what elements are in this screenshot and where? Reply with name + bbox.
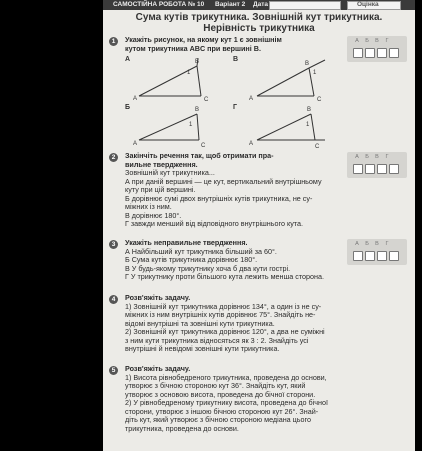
option-line: Г завжди менший від відповідного внутрішнього кута.: [125, 219, 303, 228]
answer-checkbox[interactable]: [353, 164, 363, 174]
question-number: 1: [109, 37, 118, 46]
q2-answer-letters: [353, 154, 391, 160]
answer-checkbox[interactable]: [389, 48, 399, 58]
option-line: В дорівнює 180°.: [125, 210, 182, 220]
triangle-figure-g: [239, 104, 329, 149]
answer-checkbox[interactable]: [377, 251, 387, 261]
grade-label: Оцінка: [357, 1, 379, 8]
vertex-b: B: [195, 107, 200, 113]
answer-letter: А: [355, 38, 359, 44]
answer-checkbox[interactable]: [365, 164, 375, 174]
q2-text: [125, 152, 347, 229]
triangle-figure-v: [239, 58, 329, 103]
question-number: 3: [109, 240, 118, 249]
task-line: сторони, утворює з іншою бічною стороною кут 26°. Знай-: [125, 406, 319, 416]
vertex-b: B: [305, 61, 310, 67]
task-line: 2) У рівнобедреному трикутнику висота, проведена до бічної: [125, 398, 328, 407]
task-line: утворює з бічною стороною кут 36°. Знайдіть кут, який: [125, 381, 306, 390]
answer-checkbox[interactable]: [365, 48, 375, 58]
task-line: міжних із ним внутрішніх кутів дорівнює 75°. Знайдіть не-: [125, 310, 316, 319]
q3-answer-letters: [353, 241, 391, 247]
answer-letter: Б: [365, 241, 369, 247]
angle-1-label: 1: [313, 70, 317, 76]
option-line: Б дорівнює сумі двох внутрішніх кутів трикутника, не су-: [125, 193, 313, 203]
task-line: утворює з основою висота, проведена до бічної сторони.: [125, 389, 316, 399]
q5-text-line: Розв'яжіть задачу.: [125, 364, 191, 373]
q2-text-line: вильне твердження.: [125, 159, 198, 169]
q3-text: [125, 239, 347, 282]
date-field[interactable]: [269, 1, 341, 10]
option-line: Б Сума кутів трикутника дорівнює 180°.: [125, 255, 258, 264]
task-line: 2) Зовнішній кут трикутника дорівнює 120°, а два не суміжні: [125, 327, 325, 336]
worksheet-page: [103, 0, 415, 451]
figure-label: В: [233, 56, 239, 63]
figure-label: Г: [233, 104, 237, 111]
work-title: САМОСТІЙНА РОБОТА № 10: [113, 1, 205, 8]
q3-text-line: Укажіть неправильне твердження.: [125, 238, 248, 247]
answer-letter: Г: [385, 38, 389, 44]
answer-letter: Г: [385, 241, 389, 247]
answer-letter: Б: [365, 38, 369, 44]
task-line: 1) Зовнішній кут трикутника дорівнює 134°, а один із не су-: [125, 301, 322, 311]
answer-checkbox[interactable]: [365, 251, 375, 261]
q1-text: [125, 36, 282, 53]
angle-1-label: 1: [189, 122, 193, 128]
task-line: 1) Висота рівнобедреного трикутника, проведена до основи,: [125, 372, 327, 382]
answer-checkbox[interactable]: [377, 48, 387, 58]
figure-label: А: [125, 56, 131, 63]
q1-answer-boxes: [353, 48, 399, 58]
answer-letter: В: [375, 154, 379, 160]
vertex-a: A: [133, 96, 138, 102]
question-number: 4: [109, 295, 118, 304]
answer-letter: Б: [365, 154, 369, 160]
option-line: Г У трикутнику проти більшого кута лежить менша сторона.: [125, 272, 324, 281]
option-line: В У будь-якому трикутнику хоча б два кути гострі.: [125, 263, 291, 273]
q2-answer-boxes: [353, 164, 399, 174]
vertex-c: C: [201, 143, 206, 149]
answer-checkbox[interactable]: [377, 164, 387, 174]
vertex-c: C: [204, 97, 209, 103]
answer-letter: В: [375, 241, 379, 247]
vertex-b: B: [307, 107, 312, 113]
task-line: внутрішні й невідомі зовнішні кути трикутника.: [125, 344, 280, 353]
task-line: діть кут, який утворює з бічною стороною медіана цього: [125, 415, 311, 424]
vertex-a: A: [133, 141, 138, 147]
header-bar: [103, 0, 415, 10]
answer-letter: В: [375, 38, 379, 44]
answer-letter: А: [355, 241, 359, 247]
q1-text-line: кутом трикутника ABC при вершині B.: [125, 43, 261, 53]
answer-checkbox[interactable]: [353, 48, 363, 58]
date-label: Дата: [253, 1, 269, 8]
q3-answer-boxes: [353, 251, 399, 261]
q2-text-line: Закінчіть речення так, щоб отримати пра-: [125, 151, 274, 160]
task-line: відомі внутрішні та зовнішні кути трикутника.: [125, 318, 275, 328]
answer-checkbox[interactable]: [353, 251, 363, 261]
answer-checkbox[interactable]: [389, 251, 399, 261]
question-number: 5: [109, 366, 118, 375]
vertex-a: A: [249, 141, 254, 147]
vertex-a: A: [249, 96, 254, 102]
vertex-c: C: [315, 144, 320, 149]
option-line: А Найбільший кут трикутника більший за 60°.: [125, 246, 277, 256]
page-subtitle: Нерівність трикутника: [203, 23, 315, 34]
option-line: куту при цій вершині.: [125, 185, 196, 194]
q4-text: [125, 294, 409, 354]
answer-checkbox[interactable]: [389, 164, 399, 174]
answer-letter: А: [355, 154, 359, 160]
q5-text: [125, 365, 409, 433]
angle-1-label: 1: [187, 70, 191, 76]
triangle-figure-b: [131, 104, 221, 149]
page-title: Сума кутів трикутника. Зовнішній кут трикутника.: [135, 12, 383, 23]
variant-label: Варіант 2: [215, 1, 246, 8]
angle-1-label: 1: [306, 122, 310, 128]
q2-text-line: Зовнішній кут трикутника...: [125, 168, 215, 177]
vertex-c: C: [317, 97, 322, 103]
figure-label: Б: [125, 104, 131, 111]
option-line: А при даній вершині — це кут, вертикальний внутрішньому: [125, 176, 322, 186]
task-line: трикутника, проведена до основи.: [125, 423, 239, 433]
triangle-figure-a: [131, 58, 221, 103]
option-line: міжних із ним.: [125, 202, 172, 211]
question-number: 2: [109, 153, 118, 162]
vertex-b: B: [195, 59, 200, 65]
q4-text-line: Розв'яжіть задачу.: [125, 293, 191, 302]
q1-text-line: Укажіть рисунок, на якому кут 1 є зовнішнім: [125, 35, 282, 44]
task-line: з ним кути трикутника відносяться як 3 : 2. Знайдіть усі: [125, 335, 309, 345]
q1-answer-letters: [353, 38, 391, 44]
answer-letter: Г: [385, 154, 389, 160]
